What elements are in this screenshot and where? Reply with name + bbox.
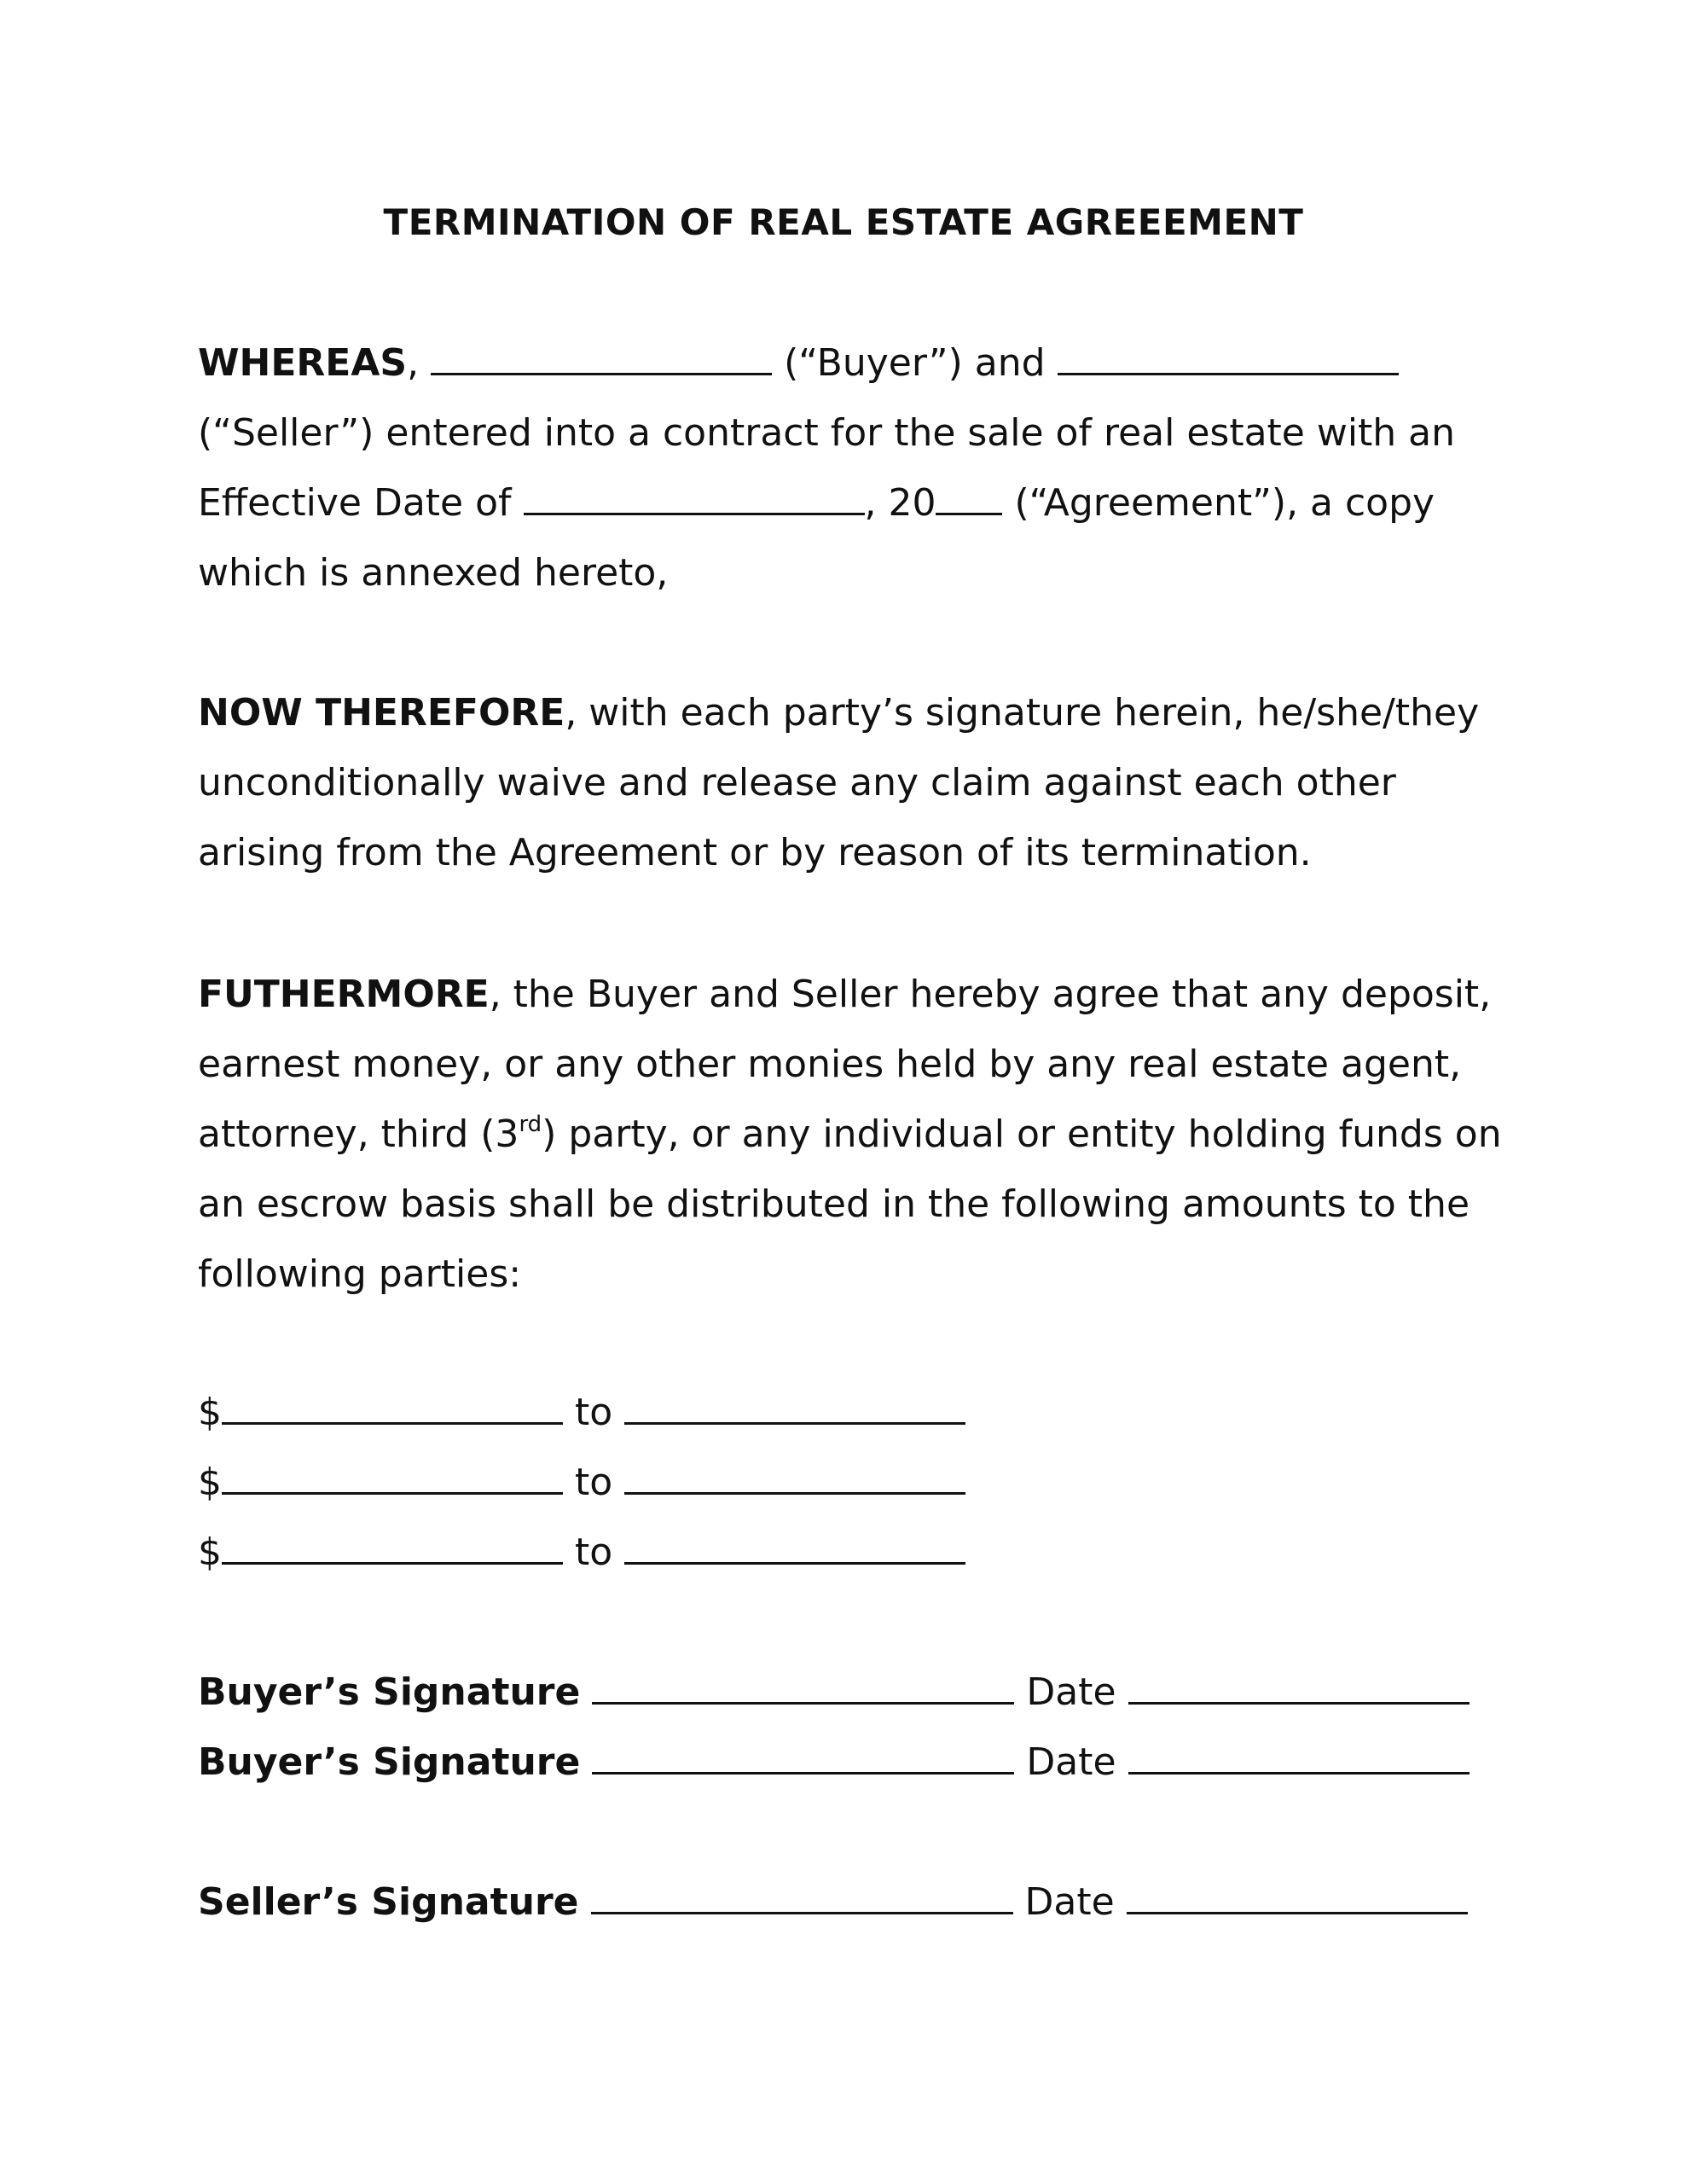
- furthermore-paragraph: FUTHERMORE, the Buyer and Seller hereby agree that any deposit, earnest money, or any other monies held by any real estate agent, attorney, third (3rd) party, or any individual or entity holding funds on an escrow basis shall be distributed in the following amounts to the following parties:: [198, 973, 1502, 1296]
- seller-signature-field[interactable]: [591, 1876, 1013, 1914]
- signature-label: Seller’s Signature: [198, 1880, 579, 1924]
- seller-signature-row: [198, 1876, 1468, 1927]
- date-label: Date: [1024, 1880, 1115, 1924]
- whereas-paragraph: WHEREAS, (“Buyer”) and (“Seller”) entered into a contract for the sale of real estate with an Effective Date of , 20 (“Agreement”), a copy which is annexed hereto,: [198, 328, 1511, 608]
- buyer-date-field[interactable]: [1128, 1736, 1470, 1774]
- payment-recipient-field[interactable]: [624, 1456, 965, 1495]
- effective-year-field[interactable]: [936, 477, 1002, 515]
- payment-row: $ to: [198, 1386, 965, 1438]
- signature-label: Buyer’s Signature: [198, 1740, 581, 1784]
- effective-date-field[interactable]: [524, 477, 865, 515]
- payment-row: $ to: [198, 1526, 965, 1577]
- buyer-name-field[interactable]: [431, 337, 772, 375]
- payment-row: $ to: [198, 1456, 965, 1507]
- whereas-lead: WHEREAS: [198, 341, 408, 385]
- payment-amount-field[interactable]: [222, 1526, 563, 1565]
- date-label: Date: [1026, 1670, 1116, 1714]
- buyer-date-field[interactable]: [1128, 1666, 1470, 1705]
- payment-amount-field[interactable]: [222, 1386, 563, 1425]
- date-label: Date: [1026, 1740, 1116, 1784]
- seller-name-field[interactable]: [1058, 337, 1399, 375]
- payment-recipient-field[interactable]: [624, 1386, 965, 1425]
- buyer-signature-field[interactable]: [592, 1666, 1014, 1705]
- payment-recipient-field[interactable]: [624, 1526, 965, 1565]
- buyer-signature-row: [198, 1666, 1470, 1717]
- now-therefore-lead: NOW THEREFORE: [198, 691, 565, 735]
- now-therefore-paragraph: NOW THEREFORE, with each party’s signature herein, he/she/they unconditionally waive and release any claim against each other arising from the Agreement or by reason of its termination.: [198, 691, 1480, 874]
- furthermore-lead: FUTHERMORE: [198, 973, 490, 1016]
- buyer-signature-field[interactable]: [592, 1736, 1014, 1774]
- seller-date-field[interactable]: [1127, 1876, 1468, 1914]
- payment-amount-field[interactable]: [222, 1456, 563, 1495]
- signature-label: Buyer’s Signature: [198, 1670, 581, 1714]
- buyer-signature-row: [198, 1736, 1470, 1787]
- document-title: TERMINATION OF REAL ESTATE AGREEEMENT: [383, 201, 1304, 243]
